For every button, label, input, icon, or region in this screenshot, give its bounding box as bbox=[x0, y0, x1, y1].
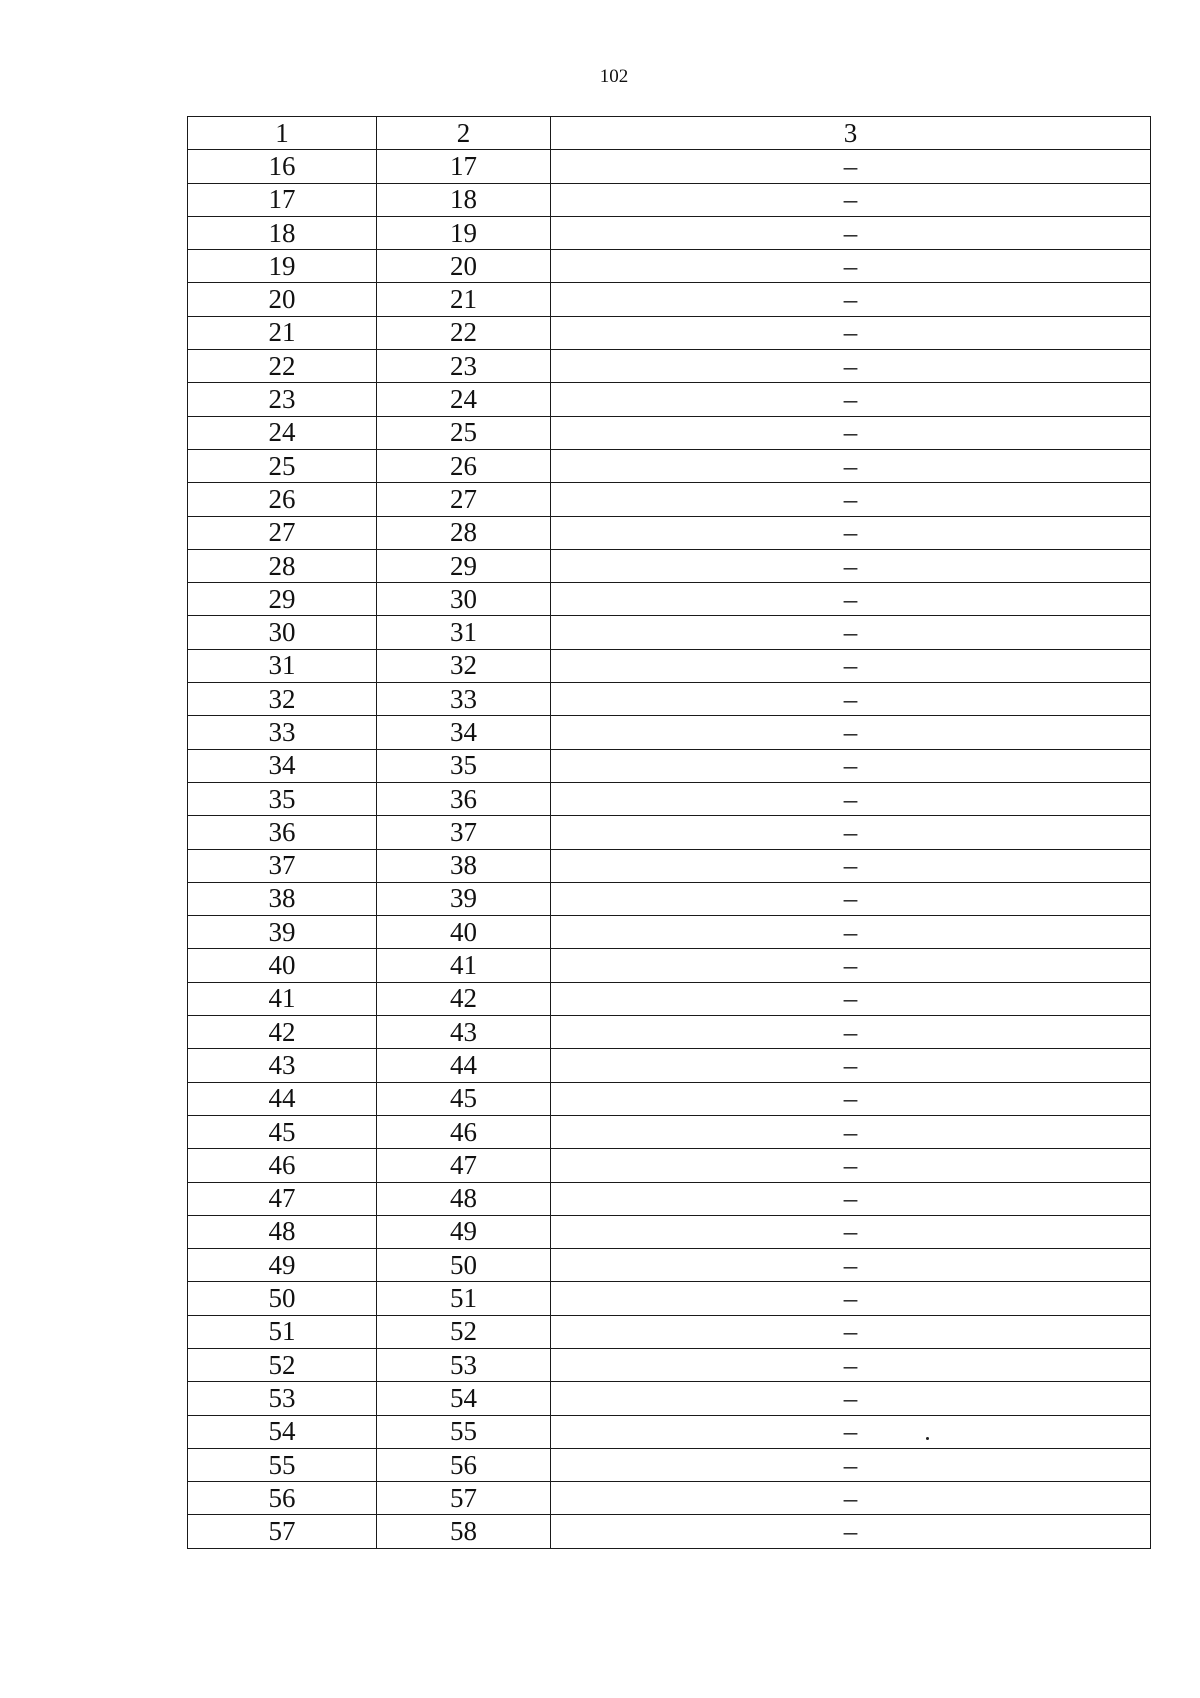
table-cell-col3 bbox=[551, 250, 1151, 283]
table-cell-col2: 29 bbox=[377, 549, 551, 582]
table-cell-col3 bbox=[551, 150, 1151, 183]
table-row bbox=[188, 982, 1151, 1015]
table-cell-col1: 20 bbox=[188, 283, 377, 316]
table-cell-col1: 36 bbox=[188, 816, 377, 849]
table-cell-col3 bbox=[551, 949, 1151, 982]
table-cell-col1: 23 bbox=[188, 383, 377, 416]
table-cell-col1: 42 bbox=[188, 1016, 377, 1049]
dash-mark: – bbox=[843, 617, 858, 648]
table-row bbox=[188, 1482, 1151, 1515]
table-cell-col1: 47 bbox=[188, 1182, 377, 1215]
table-row bbox=[188, 216, 1151, 249]
dash-mark: – bbox=[843, 950, 858, 981]
table-cell-col3 bbox=[551, 683, 1151, 716]
table-cell-col2: 37 bbox=[377, 816, 551, 849]
table-cell-col3 bbox=[551, 1382, 1151, 1415]
table-cell-col2: 34 bbox=[377, 716, 551, 749]
table-row bbox=[188, 1215, 1151, 1248]
table-cell-col3 bbox=[551, 1082, 1151, 1115]
table-cell-col1: 32 bbox=[188, 683, 377, 716]
dash-mark: – bbox=[843, 1316, 858, 1347]
table-cell-col3 bbox=[551, 383, 1151, 416]
table-cell-col2: 38 bbox=[377, 849, 551, 882]
table-cell-col2: 39 bbox=[377, 882, 551, 915]
stray-dot bbox=[926, 1437, 929, 1440]
table-cell-col2: 25 bbox=[377, 416, 551, 449]
table-row bbox=[188, 483, 1151, 516]
dash-mark: – bbox=[843, 1416, 858, 1447]
table-cell-col1: 24 bbox=[188, 416, 377, 449]
table-cell-col1: 57 bbox=[188, 1515, 377, 1548]
table-cell-col1: 29 bbox=[188, 583, 377, 616]
table-cell-col2: 50 bbox=[377, 1249, 551, 1282]
table-cell-col3 bbox=[551, 1249, 1151, 1282]
table-cell-col1: 53 bbox=[188, 1382, 377, 1415]
dash-mark: – bbox=[843, 1116, 858, 1147]
dash-mark: – bbox=[843, 816, 858, 847]
table-cell-col1: 40 bbox=[188, 949, 377, 982]
table-cell-col2: 48 bbox=[377, 1182, 551, 1215]
table-cell-col2: 58 bbox=[377, 1515, 551, 1548]
table-cell-col3 bbox=[551, 1415, 1151, 1448]
table-cell-col2: 33 bbox=[377, 683, 551, 716]
table-row bbox=[188, 416, 1151, 449]
table-cell-col2: 28 bbox=[377, 516, 551, 549]
table-row bbox=[188, 316, 1151, 349]
table-cell-col1: 41 bbox=[188, 982, 377, 1015]
table-cell-col2: 42 bbox=[377, 982, 551, 1015]
dash-mark: – bbox=[843, 350, 858, 381]
table-row bbox=[188, 1515, 1151, 1548]
table-row bbox=[188, 716, 1151, 749]
table-row bbox=[188, 1382, 1151, 1415]
table-cell-col3 bbox=[551, 416, 1151, 449]
table-cell-col3 bbox=[551, 1482, 1151, 1515]
table-row bbox=[188, 1348, 1151, 1381]
table-cell-col1: 49 bbox=[188, 1249, 377, 1282]
dash-mark: – bbox=[843, 550, 858, 581]
table-row bbox=[188, 916, 1151, 949]
table-cell-col2: 54 bbox=[377, 1382, 551, 1415]
table-cell-col1: 54 bbox=[188, 1415, 377, 1448]
dash-mark: – bbox=[843, 1283, 858, 1314]
table-row bbox=[188, 1049, 1151, 1082]
table-cell-col1: 21 bbox=[188, 316, 377, 349]
dash-mark: – bbox=[843, 250, 858, 281]
table-cell-col3 bbox=[551, 816, 1151, 849]
table-cell-col1: 22 bbox=[188, 350, 377, 383]
table-cell-col1: 26 bbox=[188, 483, 377, 516]
table-cell-col3 bbox=[551, 549, 1151, 582]
dash-mark: – bbox=[843, 1249, 858, 1280]
table-cell-col2: 43 bbox=[377, 1016, 551, 1049]
table-cell-col3 bbox=[551, 1315, 1151, 1348]
table-cell-col2: 57 bbox=[377, 1482, 551, 1515]
table-cell-col3 bbox=[551, 882, 1151, 915]
table-row bbox=[188, 583, 1151, 616]
table-cell-col1: 16 bbox=[188, 150, 377, 183]
table-cell-col2: 35 bbox=[377, 749, 551, 782]
table-cell-col1: 39 bbox=[188, 916, 377, 949]
table-cell-col3 bbox=[551, 1282, 1151, 1315]
table-cell-col1: 17 bbox=[188, 183, 377, 216]
table-cell-col1: 48 bbox=[188, 1215, 377, 1248]
dash-mark: – bbox=[843, 384, 858, 415]
table-cell-col1: 43 bbox=[188, 1049, 377, 1082]
table-cell-col3 bbox=[551, 782, 1151, 815]
table-cell-col1: 18 bbox=[188, 216, 377, 249]
table-cell-col3 bbox=[551, 1115, 1151, 1148]
dash-mark: – bbox=[843, 1349, 858, 1380]
table-cell-col3 bbox=[551, 350, 1151, 383]
table-cell-col1: 46 bbox=[188, 1149, 377, 1182]
column-header-3: 3 bbox=[551, 117, 1151, 150]
table-cell-col2: 56 bbox=[377, 1448, 551, 1481]
table-cell-col3 bbox=[551, 1215, 1151, 1248]
table-row bbox=[188, 1082, 1151, 1115]
table-cell-col2: 21 bbox=[377, 283, 551, 316]
table-row bbox=[188, 250, 1151, 283]
table-cell-col1: 44 bbox=[188, 1082, 377, 1115]
dash-mark: – bbox=[843, 1516, 858, 1547]
dash-mark: – bbox=[843, 317, 858, 348]
dash-mark: – bbox=[843, 583, 858, 614]
table-cell-col2: 46 bbox=[377, 1115, 551, 1148]
dash-mark: – bbox=[843, 1449, 858, 1480]
table-cell-col2: 44 bbox=[377, 1049, 551, 1082]
table-cell-col3 bbox=[551, 449, 1151, 482]
table-cell-col3 bbox=[551, 1016, 1151, 1049]
table-row bbox=[188, 1016, 1151, 1049]
table-row bbox=[188, 683, 1151, 716]
table-cell-col2: 31 bbox=[377, 616, 551, 649]
table-cell-col2: 49 bbox=[377, 1215, 551, 1248]
dash-mark: – bbox=[843, 683, 858, 714]
table-cell-col3 bbox=[551, 516, 1151, 549]
dash-mark: – bbox=[843, 1183, 858, 1214]
table-row bbox=[188, 1448, 1151, 1481]
table-cell-col1: 31 bbox=[188, 649, 377, 682]
page-number: 102 bbox=[599, 66, 629, 87]
dash-mark: – bbox=[843, 650, 858, 681]
table-row bbox=[188, 350, 1151, 383]
table-cell-col2: 52 bbox=[377, 1315, 551, 1348]
table-row bbox=[188, 283, 1151, 316]
table-cell-col2: 17 bbox=[377, 150, 551, 183]
table-cell-col3 bbox=[551, 749, 1151, 782]
table-cell-col1: 56 bbox=[188, 1482, 377, 1515]
table-cell-col1: 35 bbox=[188, 782, 377, 815]
dash-mark: – bbox=[843, 284, 858, 315]
table-row bbox=[188, 749, 1151, 782]
table-cell-col3 bbox=[551, 649, 1151, 682]
table-cell-col3 bbox=[551, 849, 1151, 882]
table-cell-col1: 50 bbox=[188, 1282, 377, 1315]
table-cell-col2: 32 bbox=[377, 649, 551, 682]
table-cell-col2: 41 bbox=[377, 949, 551, 982]
dash-mark: – bbox=[843, 1216, 858, 1247]
table-row bbox=[188, 616, 1151, 649]
table-cell-col1: 30 bbox=[188, 616, 377, 649]
dash-mark: – bbox=[843, 983, 858, 1014]
table-row bbox=[188, 949, 1151, 982]
table-row bbox=[188, 1149, 1151, 1182]
table-cell-col1: 51 bbox=[188, 1315, 377, 1348]
dash-mark: – bbox=[843, 1049, 858, 1080]
table-cell-col3 bbox=[551, 1049, 1151, 1082]
table-cell-col1: 19 bbox=[188, 250, 377, 283]
table-row bbox=[188, 449, 1151, 482]
table-cell-col1: 28 bbox=[188, 549, 377, 582]
table-cell-col2: 19 bbox=[377, 216, 551, 249]
table-cell-col3 bbox=[551, 583, 1151, 616]
table-cell-col2: 27 bbox=[377, 483, 551, 516]
table-cell-col2: 18 bbox=[377, 183, 551, 216]
table-cell-col3 bbox=[551, 616, 1151, 649]
dash-mark: – bbox=[843, 417, 858, 448]
dash-mark: – bbox=[843, 716, 858, 747]
dash-mark: – bbox=[843, 217, 858, 248]
table-cell-col3 bbox=[551, 1149, 1151, 1182]
table-row bbox=[188, 816, 1151, 849]
dash-mark: – bbox=[843, 1382, 858, 1413]
table-row bbox=[188, 150, 1151, 183]
table-cell-col1: 33 bbox=[188, 716, 377, 749]
table-cell-col3 bbox=[551, 316, 1151, 349]
table-body bbox=[188, 117, 1151, 1549]
table-cell-col3 bbox=[551, 1348, 1151, 1381]
dash-mark: – bbox=[843, 1482, 858, 1513]
table-cell-col3 bbox=[551, 982, 1151, 1015]
table-header-row bbox=[188, 117, 1151, 150]
table-cell-col2: 45 bbox=[377, 1082, 551, 1115]
table-cell-col1: 38 bbox=[188, 882, 377, 915]
table-cell-col3 bbox=[551, 1182, 1151, 1215]
table-row bbox=[188, 849, 1151, 882]
table-row bbox=[188, 649, 1151, 682]
table-cell-col3 bbox=[551, 916, 1151, 949]
table-cell-col1: 27 bbox=[188, 516, 377, 549]
table-cell-col3 bbox=[551, 483, 1151, 516]
dash-mark: – bbox=[843, 450, 858, 481]
table-cell-col1: 55 bbox=[188, 1448, 377, 1481]
table-row bbox=[188, 1182, 1151, 1215]
table-row bbox=[188, 383, 1151, 416]
table-row bbox=[188, 1282, 1151, 1315]
column-header-1: 1 bbox=[188, 117, 377, 150]
data-table bbox=[187, 116, 1151, 1549]
table-cell-col2: 36 bbox=[377, 782, 551, 815]
table-row bbox=[188, 183, 1151, 216]
table-row bbox=[188, 549, 1151, 582]
table-cell-col3 bbox=[551, 216, 1151, 249]
table-cell-col2: 20 bbox=[377, 250, 551, 283]
table-cell-col3 bbox=[551, 716, 1151, 749]
table-cell-col3 bbox=[551, 1515, 1151, 1548]
table-cell-col2: 23 bbox=[377, 350, 551, 383]
dash-mark: – bbox=[843, 184, 858, 215]
dash-mark: – bbox=[843, 517, 858, 548]
table-cell-col3 bbox=[551, 1448, 1151, 1481]
table-cell-col2: 30 bbox=[377, 583, 551, 616]
dash-mark: – bbox=[843, 783, 858, 814]
table-cell-col1: 52 bbox=[188, 1348, 377, 1381]
dash-mark: – bbox=[843, 883, 858, 914]
table-row bbox=[188, 1415, 1151, 1448]
dash-mark: – bbox=[843, 1083, 858, 1114]
table-row bbox=[188, 516, 1151, 549]
table-cell-col2: 55 bbox=[377, 1415, 551, 1448]
table-cell-col2: 51 bbox=[377, 1282, 551, 1315]
table-cell-col3 bbox=[551, 183, 1151, 216]
dash-mark: – bbox=[843, 1149, 858, 1180]
column-header-2: 2 bbox=[377, 117, 551, 150]
table-cell-col2: 26 bbox=[377, 449, 551, 482]
table-cell-col2: 24 bbox=[377, 383, 551, 416]
table-row bbox=[188, 1315, 1151, 1348]
dash-mark: – bbox=[843, 850, 858, 881]
table-cell-col1: 45 bbox=[188, 1115, 377, 1148]
dash-mark: – bbox=[843, 150, 858, 181]
table-cell-col2: 53 bbox=[377, 1348, 551, 1381]
table-cell-col2: 47 bbox=[377, 1149, 551, 1182]
table-cell-col1: 25 bbox=[188, 449, 377, 482]
dash-mark: – bbox=[843, 483, 858, 514]
dash-mark: – bbox=[843, 1016, 858, 1047]
dash-mark: – bbox=[843, 916, 858, 947]
table-cell-col1: 34 bbox=[188, 749, 377, 782]
table-cell-col2: 40 bbox=[377, 916, 551, 949]
table-row bbox=[188, 882, 1151, 915]
table-cell-col2: 22 bbox=[377, 316, 551, 349]
table-cell-col1: 37 bbox=[188, 849, 377, 882]
table-row bbox=[188, 1249, 1151, 1282]
table-row bbox=[188, 782, 1151, 815]
table-cell-col3 bbox=[551, 283, 1151, 316]
table-row bbox=[188, 1115, 1151, 1148]
dash-mark: – bbox=[843, 750, 858, 781]
